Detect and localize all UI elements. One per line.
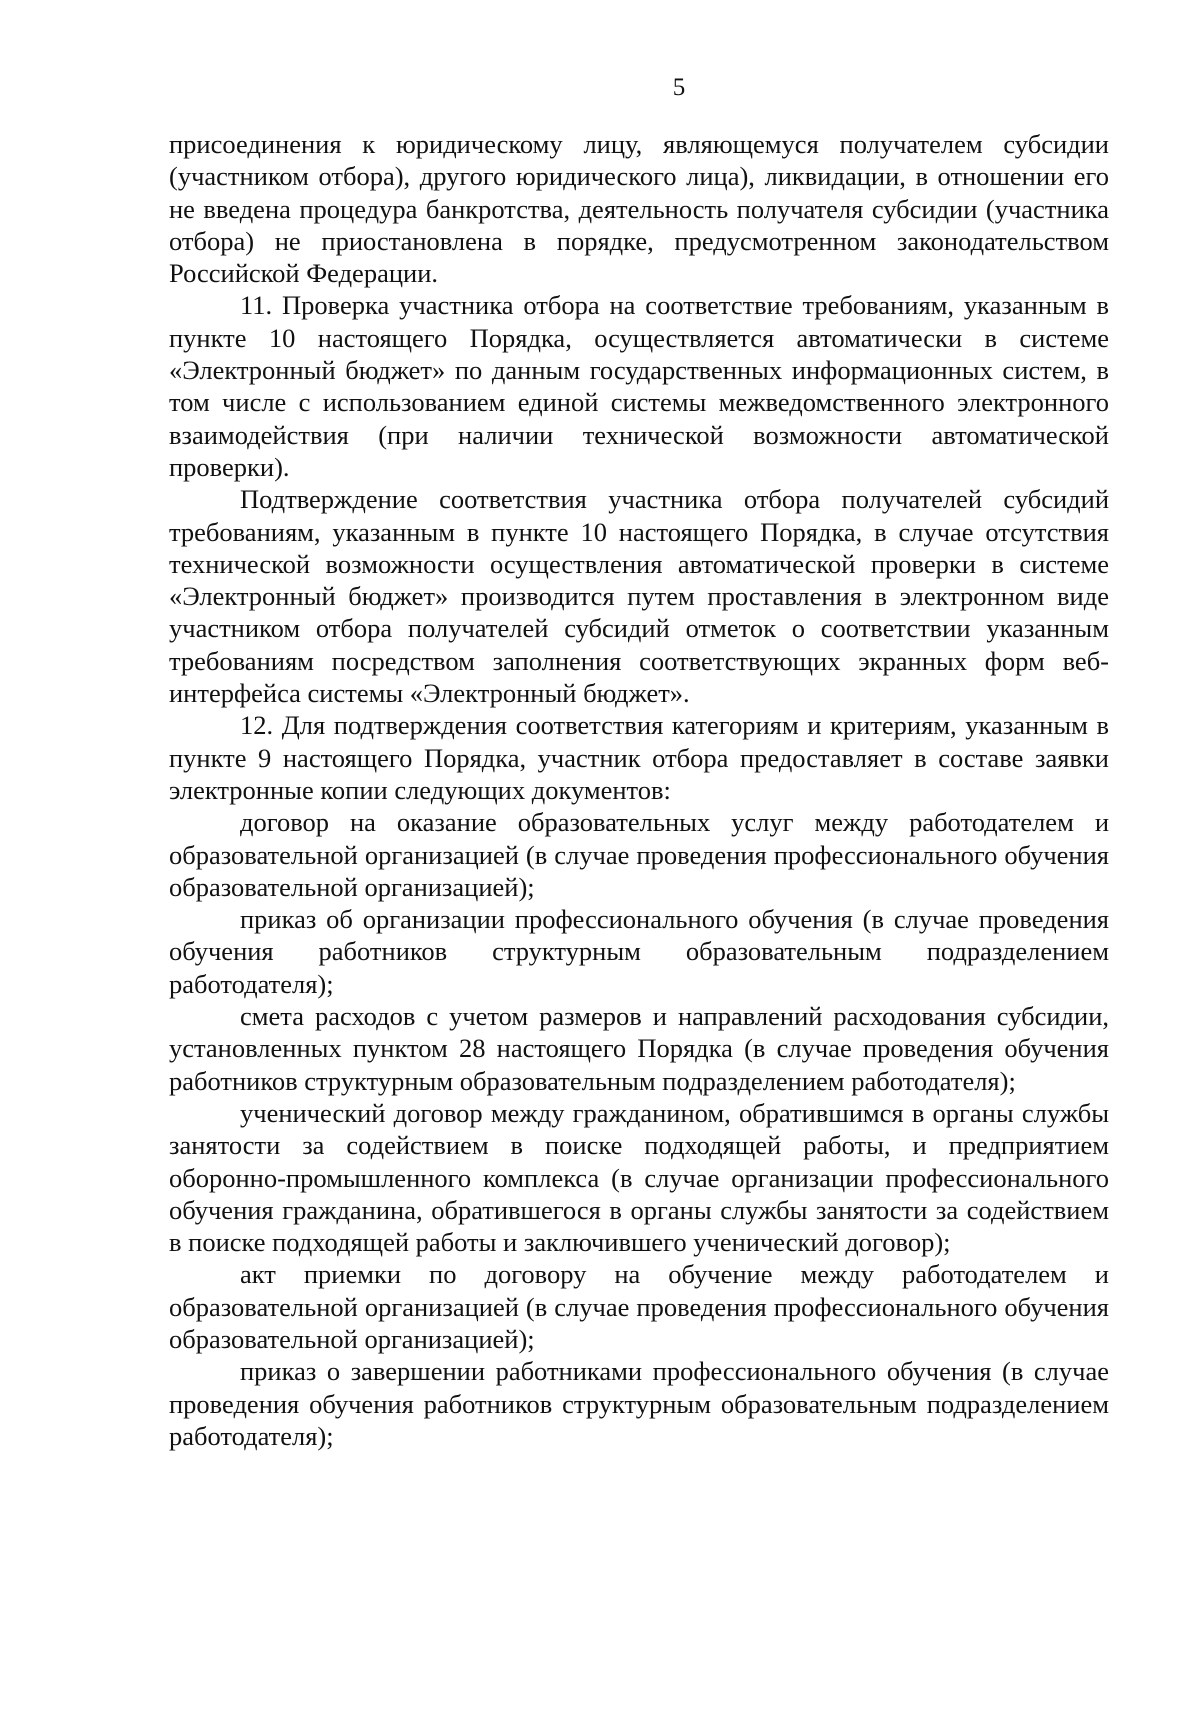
list-item-education-contract: договор на оказание образовательных услуг между работодателем и образовательной организацией (в случае проведения профессионального обучения образовательной организацией);: [169, 807, 1109, 902]
paragraph-item-11: 11. Проверка участника отбора на соответствие требованиям, указанным в пункте 10 настоящего Порядка, осуществляется автоматически в системе «Электронный бюджет» по данным государственных информационных систем, в том числе с использованием единой системы межведомственного электронного взаимодействия (при наличии технической возможности автоматической проверки).: [169, 290, 1109, 482]
paragraph-confirmation: Подтверждение соответствия участника отбора получателей субсидий требованиям, указанным в пункте 10 настоящего Порядка, в случае отсутствия технической возможности осуществления автоматической проверки в системе «Электронный бюджет» производится путем проставления в электронном виде участником отбора получателей субсидий отметок о соответствии указанным требованиям посредством заполнения соответствующих экранных форм веб-интерфейса системы «Электронный бюджет».: [169, 484, 1109, 709]
list-item-acceptance-act: акт приемки по договору на обучение между работодателем и образовательной организацией (в случае проведения профессионального обучения образовательной организацией);: [169, 1259, 1109, 1354]
list-item-expense-estimate: смета расходов с учетом размеров и направлений расходования субсидии, установленных пунктом 28 настоящего Порядка (в случае проведения обучения работников структурным образовательным подразделением работодателя);: [169, 1001, 1109, 1096]
paragraph-continuation: присоединения к юридическому лицу, являющемуся получателем субсидии (участником отбора), другого юридического лица), ликвидации, в отношении его не введена процедура банкротства, деятельность получателя субсидии (участника отбора) не приостановлена в порядке, предусмотренном законодательством Российской Федерации.: [169, 129, 1109, 289]
list-item-training-order: приказ об организации профессионального обучения (в случае проведения обучения работников структурным образовательным подразделением работодателя);: [169, 904, 1109, 999]
page-number: 5: [672, 74, 686, 101]
list-item-completion-order: приказ о завершении работниками профессионального обучения (в случае проведения обучения работников структурным образовательным подразделением работодателя);: [169, 1356, 1109, 1451]
document-body: [169, 128, 1109, 1452]
paragraph-item-12: 12. Для подтверждения соответствия категориям и критериям, указанным в пункте 9 настоящего Порядка, участник отбора предоставляет в составе заявки электронные копии следующих документов:: [169, 710, 1109, 805]
list-item-apprentice-contract: ученический договор между гражданином, обратившимся в органы службы занятости за содействием в поиске подходящей работы, и предприятием оборонно-промышленного комплекса (в случае организации профессионального обучения гражданина, обратившегося в органы службы занятости за содействием в поиске подходящей работы и заключившего ученический договор);: [169, 1097, 1109, 1258]
